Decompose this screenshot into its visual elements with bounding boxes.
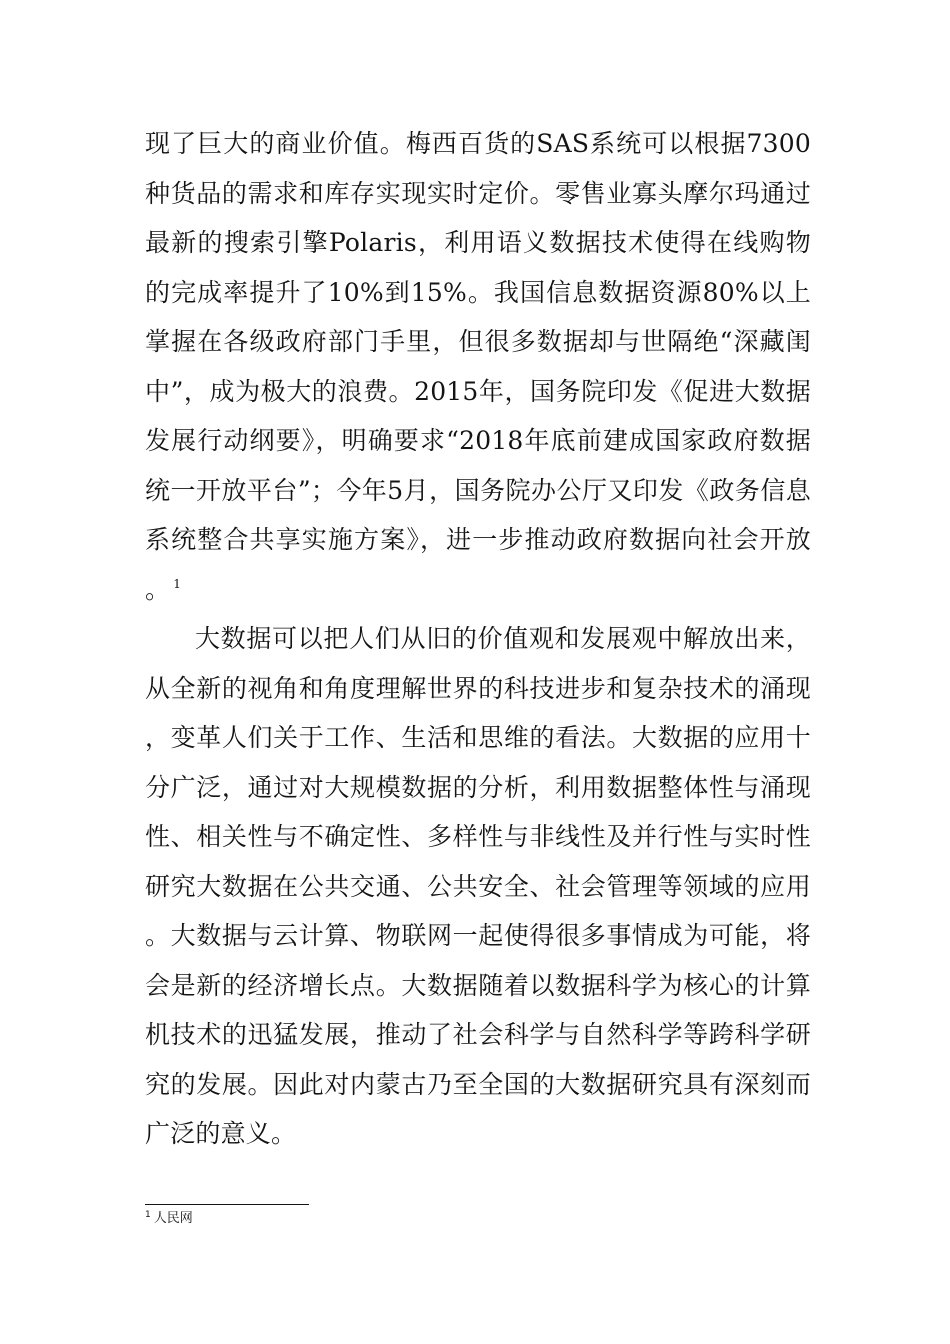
footnote-number: 1 (145, 1209, 151, 1220)
paragraph-1-text: 现了巨大的商业价值。梅西百货的SAS系统可以根据7300种货品的需求和库存实现实时定价。零售业寡头摩尔玛通过最新的搜索引擎Polaris，利用语义数据技术使得在线购物的完成率提升了10%到15%。我国信息数据资源80%以上掌握在各级政府部门手里，但很多数据却与世隔绝“深藏闺中”，成为极大的浪费。2015年，国务院印发《促进大数据发展行动纲要》，明确要求“2018年底前建成国家政府数据统一开放平台”；今年5月，国务院办公厅又印发《政务信息系统整合共享实施方案》，进一步推动政府数据向社会开放。 (145, 129, 811, 604)
paragraph-2-text: 大数据可以把人们从旧的价值观和发展观中解放出来，从全新的视角和角度理解世界的科技进步和复杂技术的涌现，变革人们关于工作、生活和思维的看法。大数据的应用十分广泛，通过对大规模数据的分析，利用数据整体性与涌现性、相关性与不确定性、多样性与非线性及并行性与实时性研究大数据在公共交通、公共安全、社会管理等领域的应用。大数据与云计算、物联网一起使得很多事情成为可能，将会是新的经济增长点。大数据随着以数据科学为核心的计算机技术的迅猛发展，推动了社会科学与自然科学等跨科学研究的发展。因此对内蒙古乃至全国的大数据研究具有深刻而广泛的意义。 (145, 624, 811, 1148)
paragraph-2 (145, 614, 811, 1159)
footnote-text: 人民网 (153, 1211, 193, 1226)
footnote-reference[interactable]: 1 (173, 577, 182, 592)
footnote-separator (145, 1204, 309, 1205)
body-text (145, 119, 811, 1159)
footnote (145, 1211, 193, 1227)
paragraph-1 (145, 119, 811, 614)
